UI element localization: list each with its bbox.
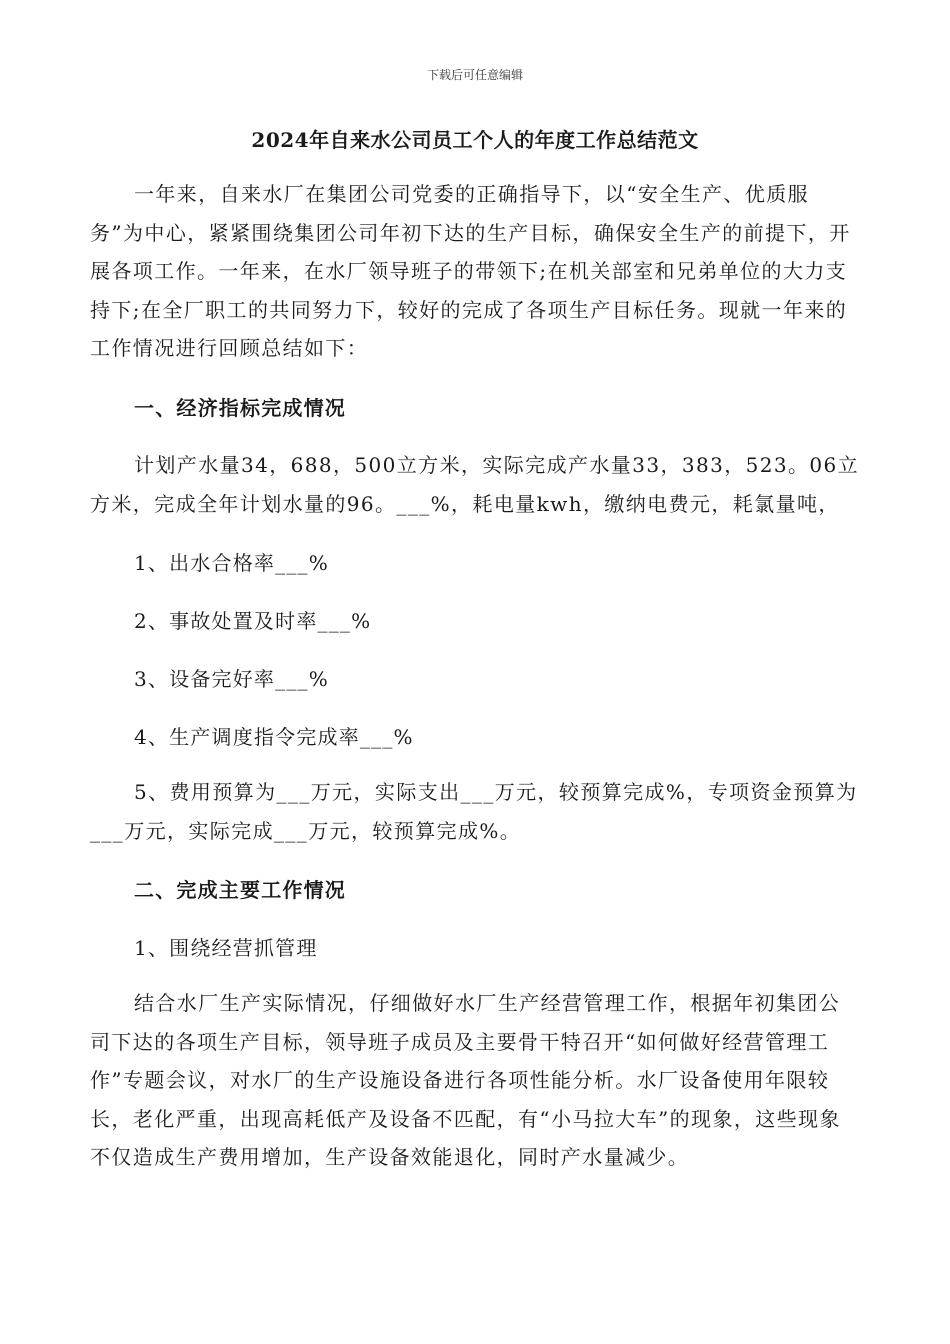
intro-paragraph: 一年来，自来水厂在集团公司党委的正确指导下，以“安全生产、优质服务”为中心，紧紧围绕集团公司年初下达的生产目标，确保安全生产的前提下，开展各项工作。一年来，在水厂领导班子的带领下;在机关部室和兄弟单位的大力支持下;在全厂职工的共同努力下，较好的完成了各项生产目标任务。现就一年来的工作情况进行回顾总结如下： [90, 182, 851, 360]
list-item-5-paragraph: 5、费用预算为___万元，实际支出___万元，较预算完成%，专项资金预算为___万元，实际完成___万元，较预算完成%。 [90, 780, 858, 843]
section-1-heading: 一、经济指标完成情况 [134, 396, 346, 420]
list-item: 1、出水合格率___% [134, 551, 329, 575]
section-2-subheading: 1、围绕经营抓管理 [134, 936, 318, 960]
section-2-paragraph: 结合水厂生产实际情况，仔细做好水厂生产经营管理工作，根据年初集团公司下达的各项生产目标，领导班子成员及主要骨干特召开“如何做好经营管理工作”专题会议，对水厂的生产设施设备进行各项性能分析。水厂设备使用年限较长，老化严重，出现高耗低产及设备不匹配，有“小马拉大车”的现象，这些现象不仅造成生产费用增加，生产设备效能退化，同时产水量减少。 [90, 991, 841, 1169]
list-item: 4、生产调度指令完成率___% [134, 725, 414, 749]
list-item: 3、设备完好率___% [134, 667, 329, 691]
document-title: 2024年自来水公司员工个人的年度工作总结范文 [251, 128, 699, 152]
list-item: 2、事故处置及时率___% [134, 609, 372, 633]
section-1-paragraph: 计划产水量34，688，500立方米，实际完成产水量33，383，523。06立方米，完成全年计划水量的96。___%，耗电量kwh，缴纳电费元，耗氯量吨， [90, 453, 860, 516]
header-note: 下载后可任意编辑 [426, 68, 523, 82]
section-2-heading: 二、完成主要工作情况 [134, 878, 346, 902]
